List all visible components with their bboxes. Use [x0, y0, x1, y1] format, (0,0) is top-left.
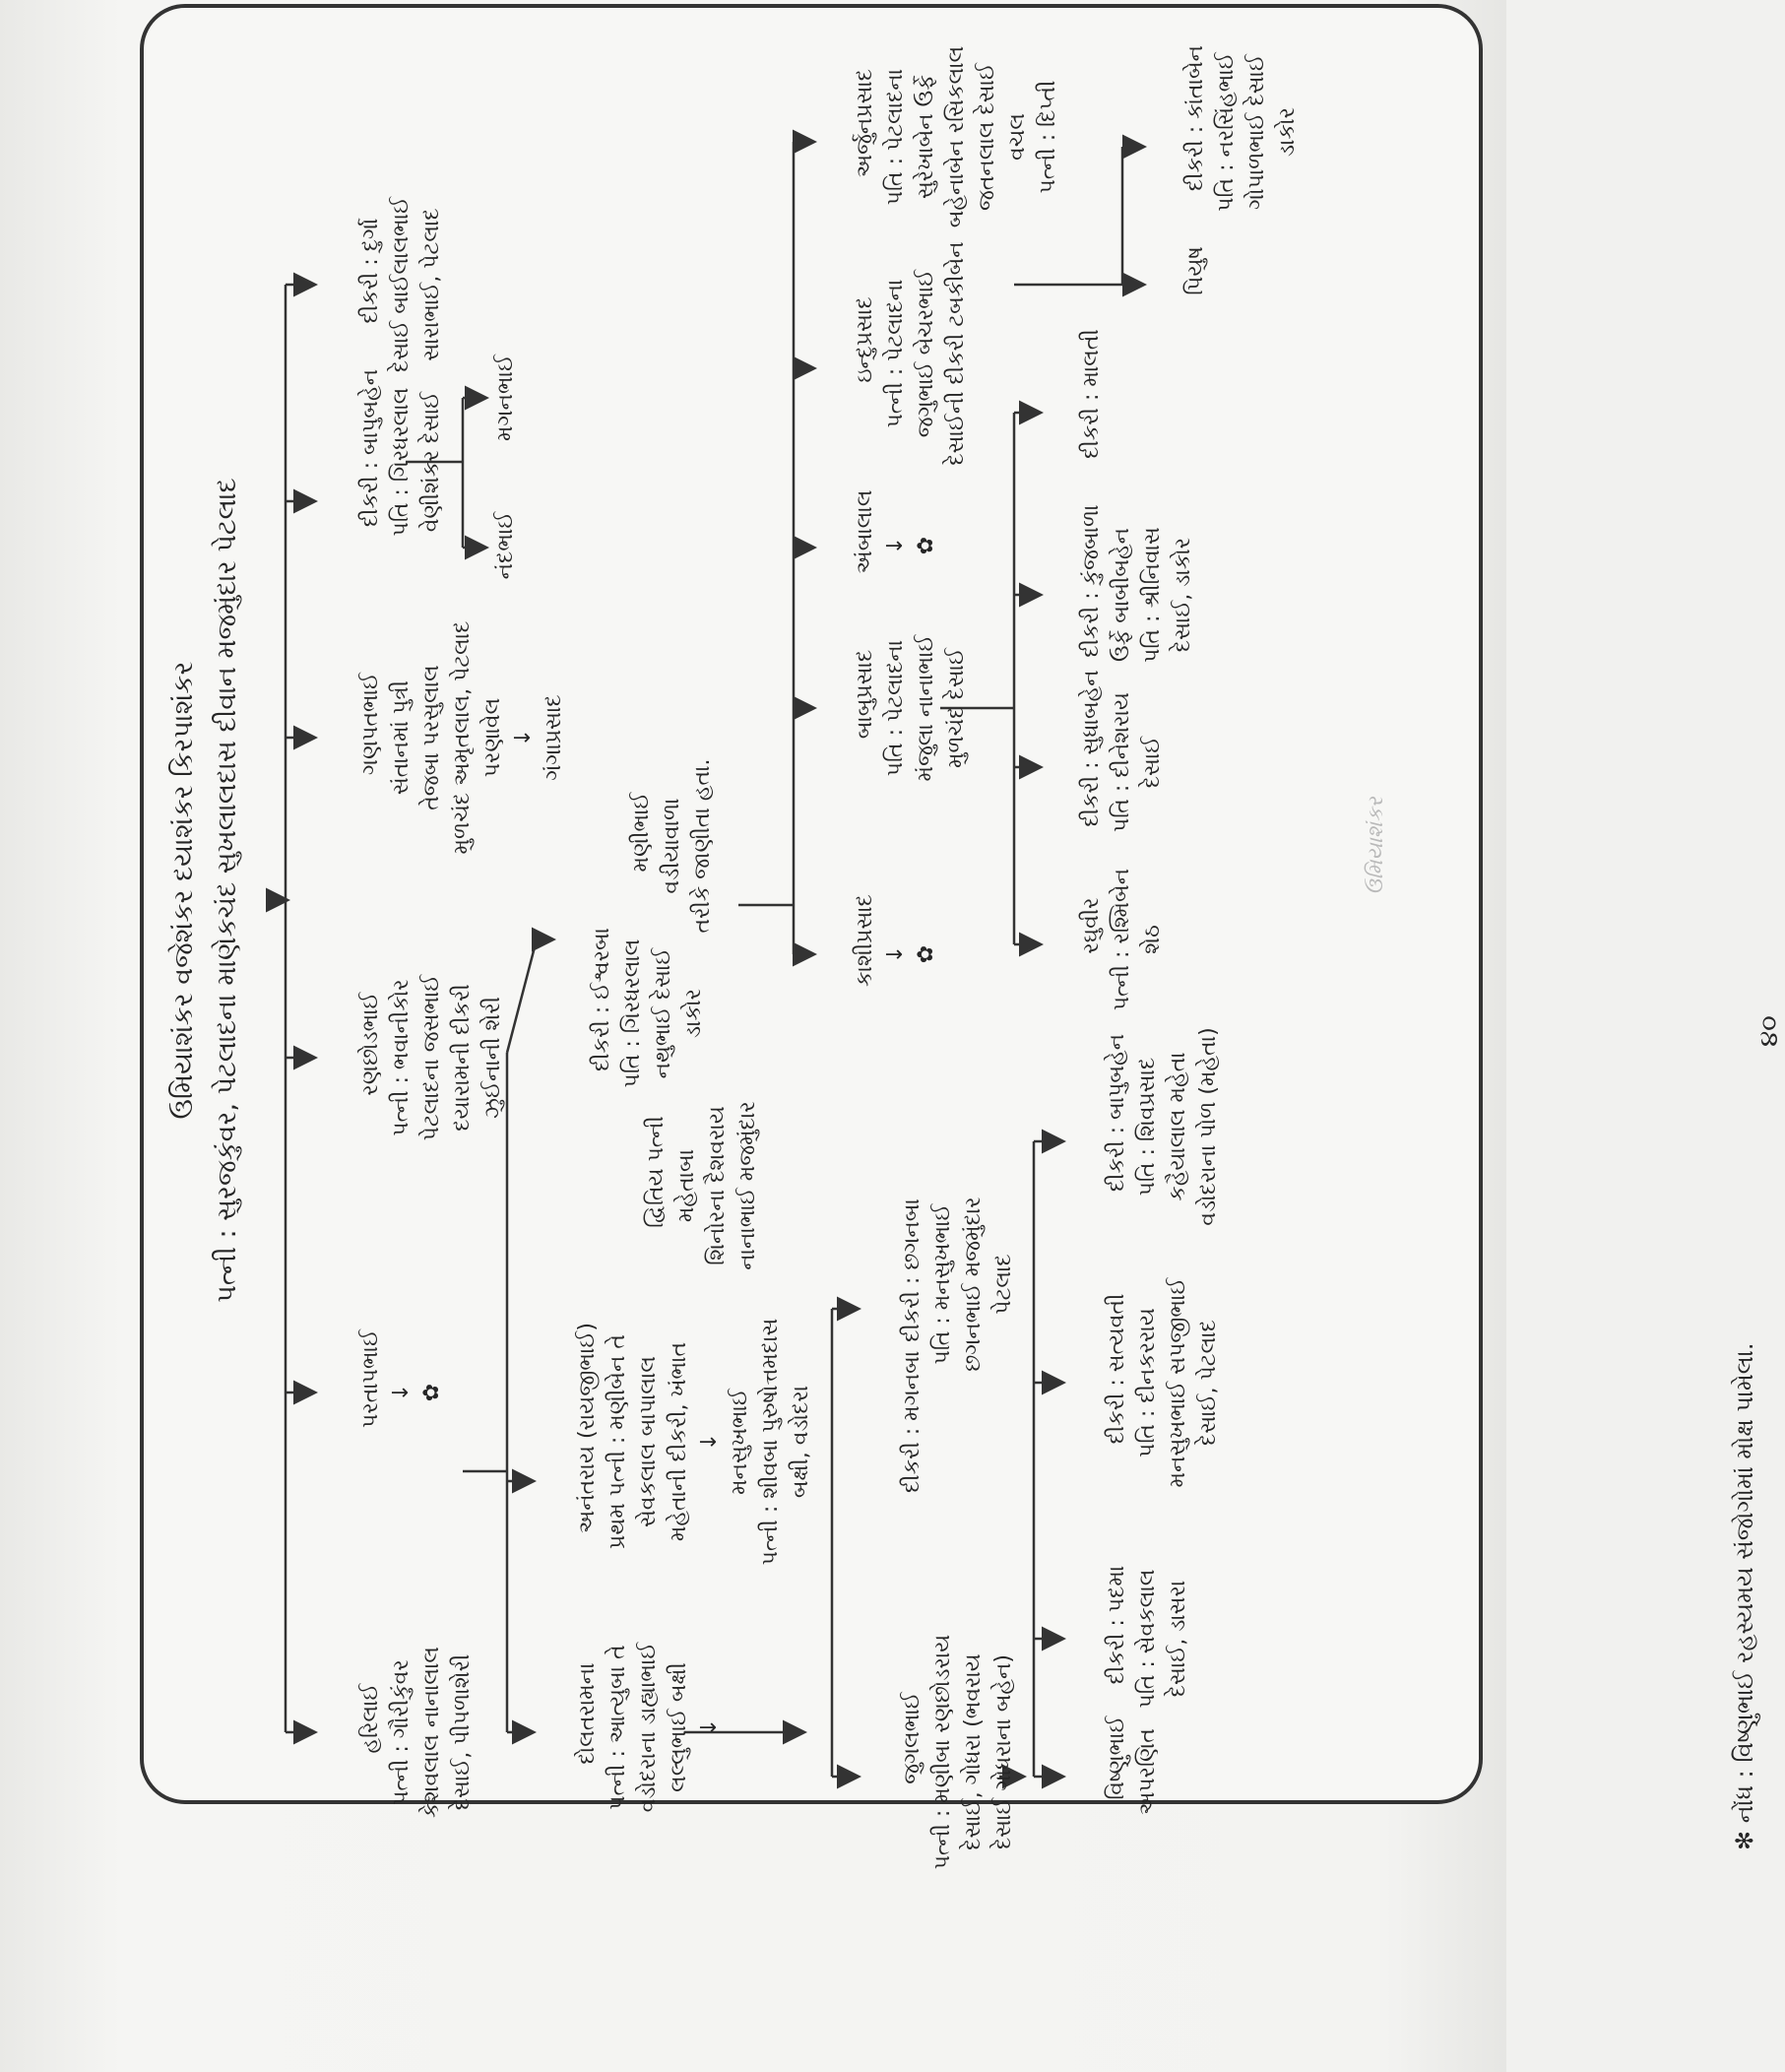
- person-manibhai: મણીભાઈ વડીયાવાળા તરીકે જાણીતા હતા.: [629, 758, 715, 934]
- person-daughter-bapuben-2: દીકરી : બાપુબહેન પતિ : શિવપ્રસાદ કહૈયાલાલ મહેતા વડોદરાના પોળ (મહેતા): [1105, 1027, 1221, 1226]
- person-piyush: પિયુષ: [1183, 246, 1208, 295]
- person-daughter-sudhaben: દીકરી : સુધાબહેન પતિ : દીનેશરાય દેસાઈ: [1079, 670, 1165, 832]
- person-jugalbhai: જુગલભાઈ પત્ની : મણીબા રણછોડરાય દેસાઈ, ગોધરા (ભવરાય દેસાઈ ગોધરાના બહેન): [900, 1634, 1016, 1870]
- person-daughter-ishwarba: દીકરી : ઈશ્વરબા પતિ : ગિરધરલાલ નથુભાઈ દેસાઈ ડાકોર: [590, 927, 706, 1088]
- person-anantray: અનંતરાય (રાયજીભાઈ) પ્રથમ પત્ની : મણીબેન તે સેવકલાલ બાપાલાલ મહેતાની દીકરી, ખંભાત ↓ મનસુખભાઈ પત્ની : શીવબા પુરુષોત્તમદાસ બક્ષી, વડોદરા: [575, 1318, 813, 1566]
- person-harilal: હરિલાઈ પત્ની : ગૌરીકુંવર કેશવલાલ નાનાલાલ દેસાઈ, પીપળાશેરી: [358, 1646, 475, 1819]
- person-dolatram: દોલતરામના પત્ની : આત્યુબા તે વડોદરાના ડાહ્યાભાઈ લલ્લુભાઈ બક્ષી ↓: [575, 1642, 722, 1813]
- person-second-wife-mahetaba: દ્વિતિય પત્ની મહેતાબા શિનોરના દૈશવરાય નાનાભાઈ મજમુંદાર: [644, 1101, 760, 1270]
- pencil-annotation: ઉમિયાશંકર: [1364, 797, 1387, 895]
- person-daughter-kantaben: દીકરી : કાંતાબેન પતિ : નરસિંહભાઈ ગોપાળભાઈ દેસાઈ ડાકોર: [1183, 44, 1300, 212]
- person-ranchhodbhai: રણછોડભાઈ પત્ની : ભવાનીકોર પેટલાદના જસભાઈ દયારામની દીકરી ઝુઈનાની શેરી: [358, 974, 505, 1141]
- person-arjunprasad: અર્જુનપ્રસાદ પતિ : પેટલાદના સુરેખાબેન ઉર્ફે બહેનાબેન રસિકલાલ જતનલાલ દેસાઈ વચલ પત્ની : દિપ્તી: [853, 45, 1060, 228]
- person-partapbhai: પરતાપભાઈ ↓ ✿: [358, 1329, 444, 1428]
- person-daughter-durga: દીકરી : દુર્ગા દેસાઈ બાઈલાલભાઈ સારાભાઈ, પેટલાદ: [358, 196, 444, 373]
- person-babuprasad: બાબુપ્રસાદ પતિ : પેટલાદના મંજુલા નાનાભાઈ મુળચંદ દેસાઈ: [853, 634, 969, 782]
- footnote: ✻ નોંધ : વિષ્ણુભાઈ રહસ્યમય સંજોગોમાં મોક્ષ પામેલા.: [1731, 1342, 1758, 1850]
- person-daughter-bapuben: દીકરી : બાપુબહેન પતિ : ગિરધરલાલ વેણીશંકર દેસાઈ: [358, 368, 444, 537]
- root-ancestor-spouse: પત્ની : સુરજકુંવર, પેટલાદના માણેકચંદ સુખલાલદાસ દીવાન મજમુંદાર પેટલાદ: [212, 478, 242, 1303]
- person-raghuvir: રઘુવીર પત્ની : રશ્મિબેન શેઠ: [1079, 868, 1165, 1011]
- person-ambalal: અંબાલાલ ↓ ✿: [853, 489, 938, 574]
- person-daughter-padma: દીકરી : પદમા પતિ : સેવકલાલ દેસાઈ, ડાસરા: [1105, 1565, 1190, 1709]
- person-daughter-maganba: દીકરી : મગનબા: [900, 1350, 924, 1494]
- person-kashiprasad: કાશીપ્રસાદ ↓ ✿: [853, 894, 938, 987]
- person-vishnubhai: વિષ્ણુભાઈ અપરણિત: [1105, 1716, 1160, 1815]
- person-daughter-satyavati: દીકરી : સત્યવતી પતિ : દીનકરરાય મનસુખભાઈ સપજીભાઈ દેસાઈ, પેટલાદ: [1105, 1277, 1221, 1488]
- person-daughter-chhaganba: દીકરી : છગનબા પતિ : મનસુખભાઈ છગનભાઈ મજમુંદાર પેટલાદ: [900, 1197, 1016, 1372]
- person-ganpatbhai: ગણપતભાઈ સંતાનમાં પુત્રી તેજબા પરસુલાલ મુળચંદ અમૃતલાલ, પેટલાદ પરણાવેલ ↓ ગંગાપ્રસાદ: [358, 620, 566, 855]
- root-ancestor-name: ઉમિયાશંકર વજેશંકર દયાશંકર કિરપાશંકર: [168, 661, 199, 1120]
- page-number: ૪૦: [1754, 1015, 1784, 1047]
- person-nandbhai: નંદભાઈ: [493, 511, 518, 580]
- person-daughter-kunjbala: દીકરી : કુંજબાળા ઉર્ફે બાબીબહેન પતિ : શ્રીનિવાસ દેસાઈ, ડાકોર: [1079, 504, 1195, 663]
- person-induprasad: ઇન્દુપ્રસાદ પત્ની : પેટલાદના જગુભાઈ બેચરભાઈ દેસાઈની દીકરી ટબકીબેન: [853, 241, 969, 466]
- person-daughter-malti: દીકરી : માલતી: [1079, 329, 1104, 459]
- person-maganbhai: મગનભાઈ: [493, 355, 518, 441]
